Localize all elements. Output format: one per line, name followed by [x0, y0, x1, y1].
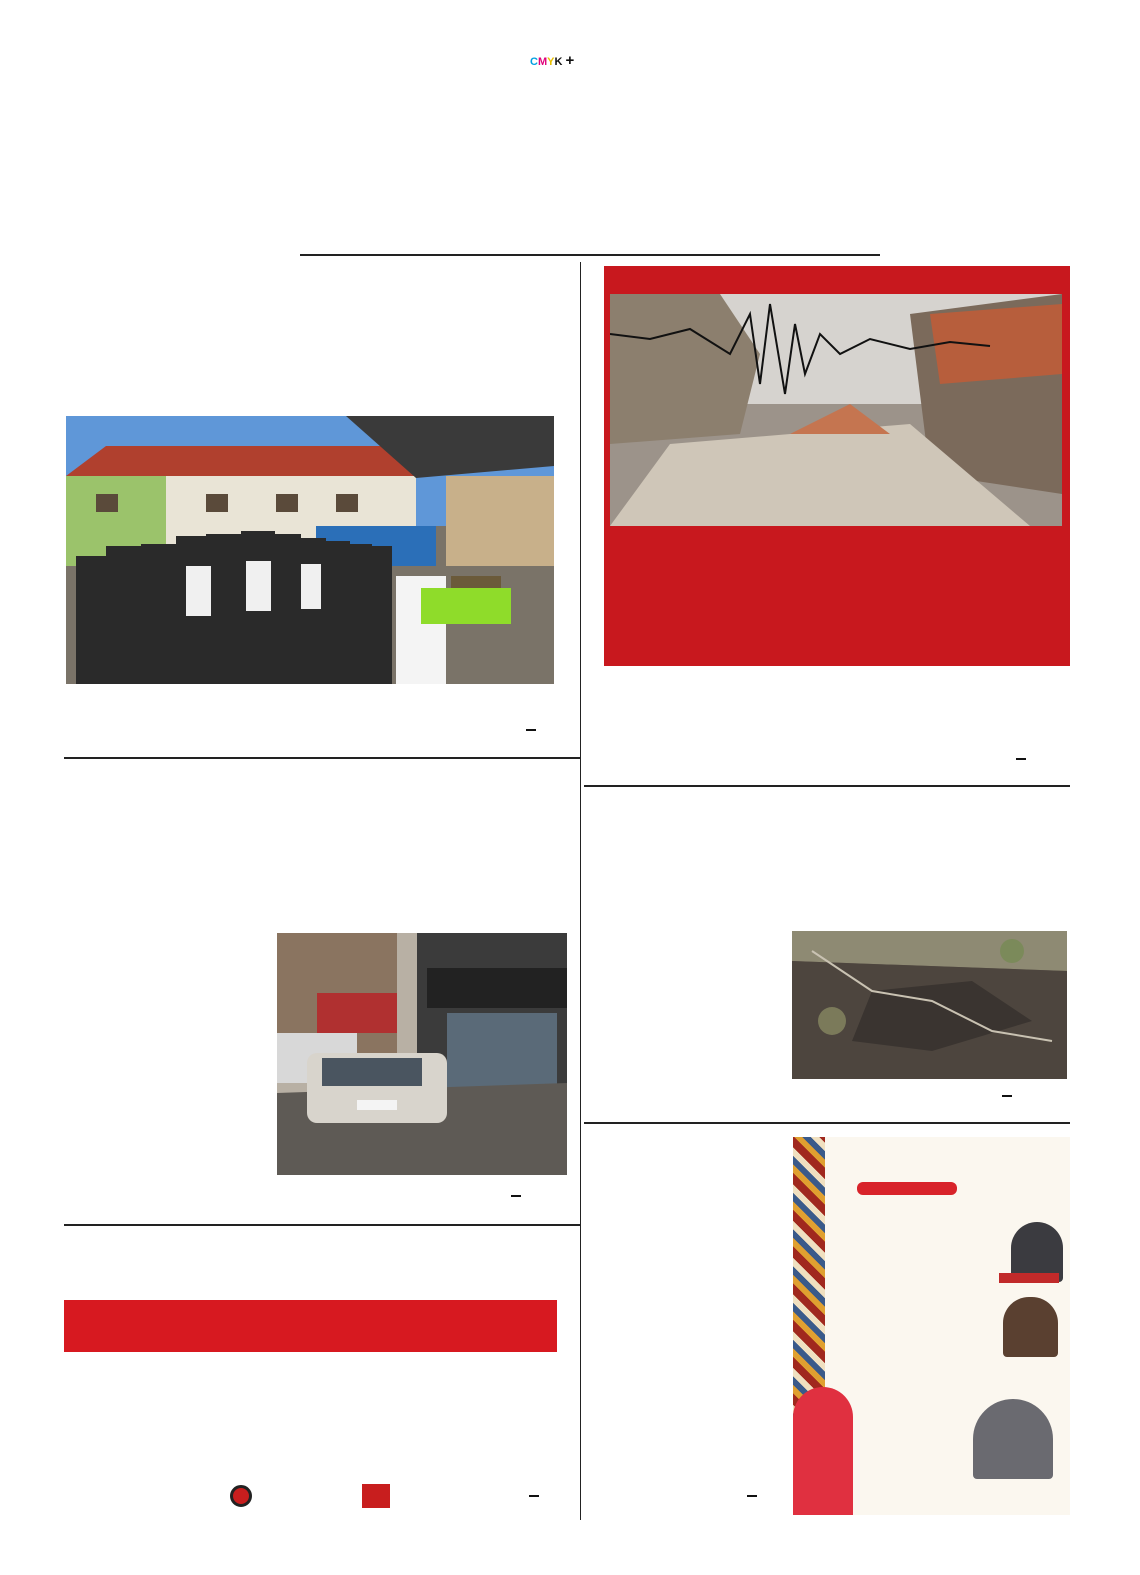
column-divider	[580, 262, 581, 1520]
cmyk-mark: CMYK +	[530, 52, 575, 69]
story6-page-ref[interactable]	[739, 1495, 757, 1497]
story5-page-ref[interactable]	[521, 1495, 539, 1497]
parked-cars-photo	[277, 933, 567, 1175]
section-rule	[64, 1224, 580, 1226]
page-tag	[526, 729, 536, 731]
poster-date-badge	[857, 1182, 957, 1195]
dateline	[408, 236, 878, 252]
funeral-photo	[66, 416, 554, 684]
burned-forest-photo	[792, 931, 1067, 1079]
performer-photo	[973, 1399, 1053, 1479]
section-rule	[584, 785, 1070, 787]
festival-program-poster[interactable]	[793, 1137, 1070, 1515]
earthquake-photo	[610, 294, 1062, 526]
page-tag	[1016, 758, 1026, 760]
page-tag	[529, 1495, 539, 1497]
story3-page-ref[interactable]	[503, 1195, 521, 1197]
section-rule	[584, 1122, 1070, 1124]
page-tag	[511, 1195, 521, 1197]
municipality-notice-banner	[64, 1300, 557, 1352]
presenter-photo	[793, 1387, 853, 1515]
section-rule	[64, 757, 580, 759]
story4-page-ref[interactable]	[994, 1095, 1012, 1097]
page-tag	[747, 1495, 757, 1497]
story1-page-ref[interactable]	[518, 729, 536, 731]
city-badge	[362, 1484, 390, 1508]
show-logo	[999, 1273, 1059, 1283]
story2-page-ref[interactable]	[1008, 758, 1026, 760]
municipality-emblem-icon	[230, 1485, 252, 1507]
page-tag	[1002, 1095, 1012, 1097]
masthead-rule	[300, 254, 880, 256]
singer-photo	[1003, 1297, 1058, 1357]
earthquake-memorial-ad[interactable]	[604, 266, 1070, 666]
